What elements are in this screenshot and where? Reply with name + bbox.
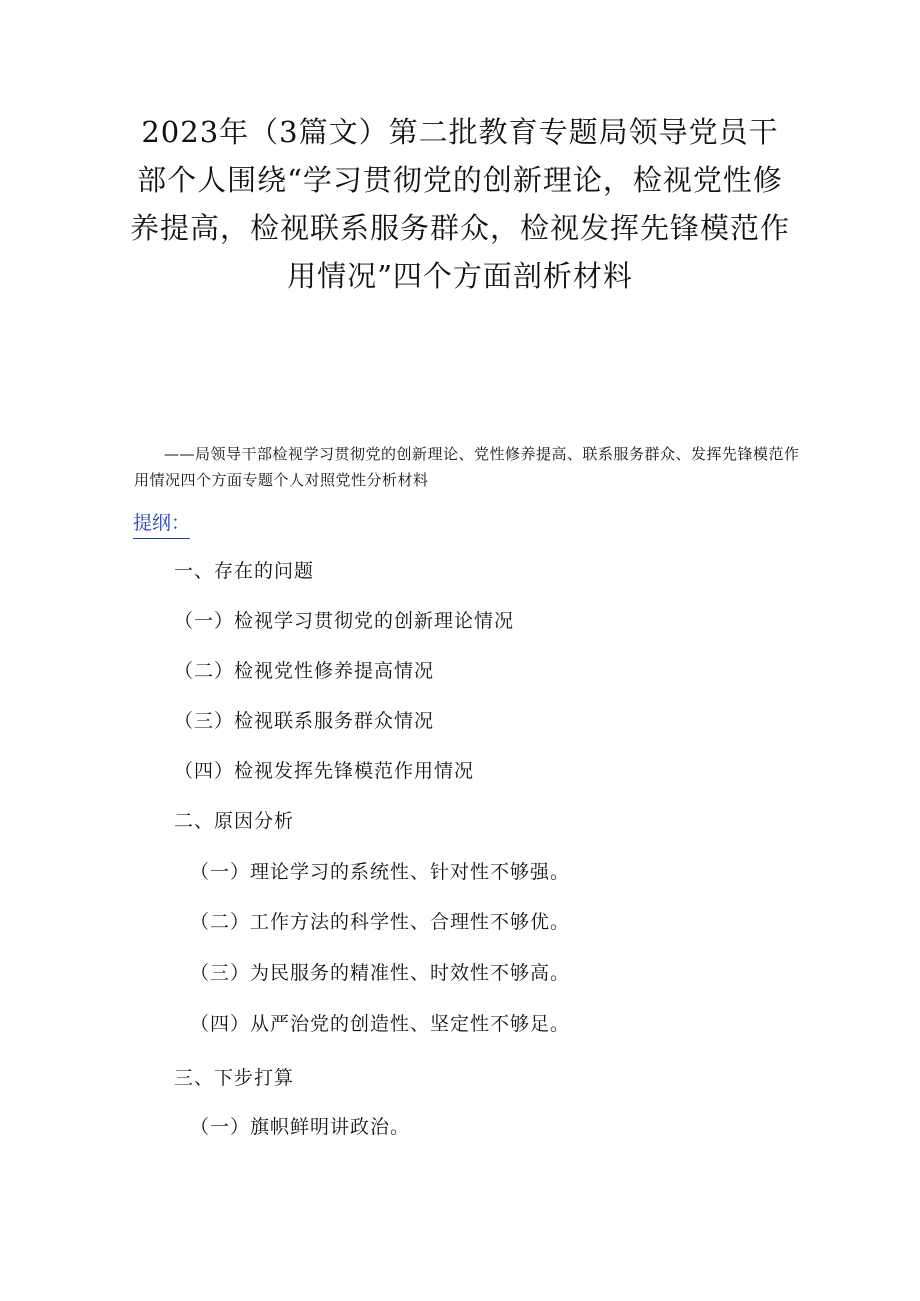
outline-item: （一）旗帜鲜明讲政治。 xyxy=(190,1116,411,1138)
outline-item: （一）检视学习贯彻党的创新理论情况 xyxy=(174,610,515,632)
outline-item: （二）工作方法的科学性、合理性不够优。 xyxy=(190,911,571,933)
outline-item: （三）为民服务的精准性、时效性不够高。 xyxy=(190,962,571,984)
outline-item: （一）理论学习的系统性、针对性不够强。 xyxy=(190,861,571,883)
document-title: 2023年（3篇文）第二批教育专题局领导党员干部个人围绕“学习贯彻党的创新理论，检视党性修养提高，检视联系服务群众，检视发挥先锋模范作用情况”四个方面剖析材料 xyxy=(130,115,791,293)
outline-item: （四）检视发挥先锋模范作用情况 xyxy=(174,760,475,782)
outline-item: （三）检视联系服务群众情况 xyxy=(174,710,435,732)
section-heading-problems: 一、存在的问题 xyxy=(174,560,315,582)
outline-item: （二）检视党性修养提高情况 xyxy=(174,660,435,682)
section-heading-causes: 二、原因分析 xyxy=(174,810,295,832)
outline-label[interactable]: 提纲： xyxy=(133,508,190,539)
outline-item: （四）从严治党的创造性、坚定性不够足。 xyxy=(190,1013,571,1035)
section-heading-next-steps: 三、下步打算 xyxy=(174,1067,295,1089)
document-subtitle: ——局领导干部检视学习贯彻党的创新理论、党性修养提高、联系服务群众、发挥先锋模范作用情况四个方面专题个人对照党性分析材料 xyxy=(134,445,800,489)
